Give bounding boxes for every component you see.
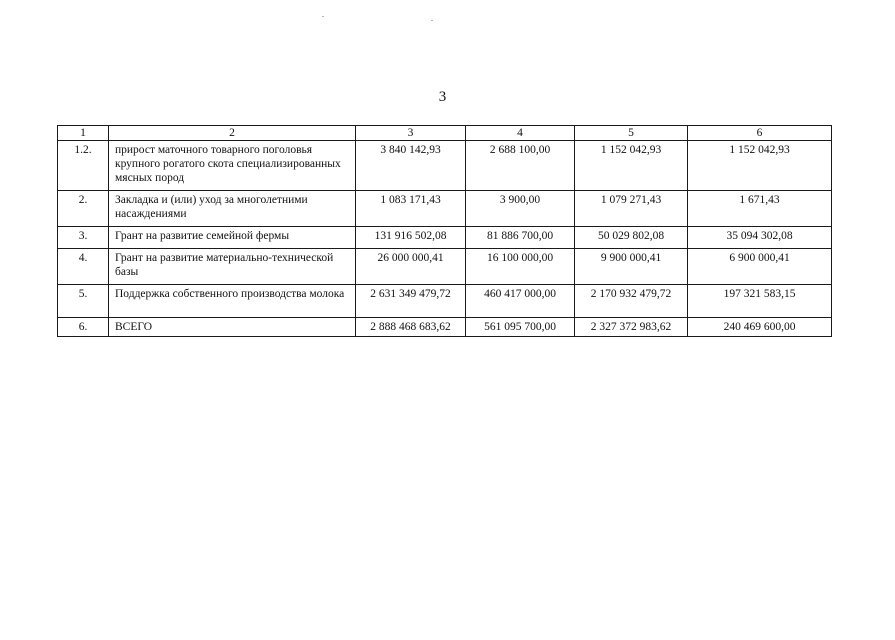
row-value: 35 094 302,08 — [688, 227, 832, 249]
budget-table — [57, 125, 832, 337]
page-number: 3 — [438, 89, 447, 105]
row-value: 81 886 700,00 — [466, 227, 575, 249]
table-row — [58, 227, 832, 249]
row-number: 6. — [58, 318, 109, 337]
row-number: 5. — [58, 285, 109, 318]
row-value: 1 079 271,43 — [575, 191, 688, 227]
column-number: 6 — [688, 126, 832, 141]
row-value: 1 671,43 — [688, 191, 832, 227]
scan-artifact-dot — [431, 20, 433, 21]
row-name: Грант на развитие семейной фермы — [109, 227, 356, 249]
row-value: 2 688 100,00 — [466, 141, 575, 191]
row-value: 3 900,00 — [466, 191, 575, 227]
row-name: Закладка и (или) уход за многолетними насаждениями — [109, 191, 356, 227]
row-value: 561 095 700,00 — [466, 318, 575, 337]
row-value: 460 417 000,00 — [466, 285, 575, 318]
row-value: 240 469 600,00 — [688, 318, 832, 337]
row-number: 1.2. — [58, 141, 109, 191]
column-number: 2 — [109, 126, 356, 141]
table-row — [58, 249, 832, 285]
row-number: 2. — [58, 191, 109, 227]
row-number: 4. — [58, 249, 109, 285]
table-row-total — [58, 318, 832, 337]
row-name: Грант на развитие материально-технической базы — [109, 249, 356, 285]
column-number: 3 — [356, 126, 466, 141]
row-value: 2 631 349 479,72 — [356, 285, 466, 318]
row-value: 1 152 042,93 — [688, 141, 832, 191]
row-name: ВСЕГО — [109, 318, 356, 337]
row-value: 26 000 000,41 — [356, 249, 466, 285]
table-row — [58, 191, 832, 227]
row-name: Поддержка собственного производства молока — [109, 285, 356, 318]
column-number: 1 — [58, 126, 109, 141]
table-row — [58, 285, 832, 318]
column-number: 4 — [466, 126, 575, 141]
row-value: 6 900 000,41 — [688, 249, 832, 285]
row-value: 16 100 000,00 — [466, 249, 575, 285]
row-value: 2 170 932 479,72 — [575, 285, 688, 318]
row-value: 2 327 372 983,62 — [575, 318, 688, 337]
row-number: 3. — [58, 227, 109, 249]
row-value: 2 888 468 683,62 — [356, 318, 466, 337]
row-value: 1 152 042,93 — [575, 141, 688, 191]
column-number-row — [58, 126, 832, 141]
row-value: 197 321 583,15 — [688, 285, 832, 318]
row-value: 50 029 802,08 — [575, 227, 688, 249]
table-row — [58, 141, 832, 191]
row-value: 131 916 502,08 — [356, 227, 466, 249]
row-value: 1 083 171,43 — [356, 191, 466, 227]
row-value: 9 900 000,41 — [575, 249, 688, 285]
column-number: 5 — [575, 126, 688, 141]
scan-artifact-dot — [322, 16, 324, 17]
row-name: прирост маточного товарного поголовья крупного рогатого скота специализированных мясных пород — [109, 141, 356, 191]
row-value: 3 840 142,93 — [356, 141, 466, 191]
